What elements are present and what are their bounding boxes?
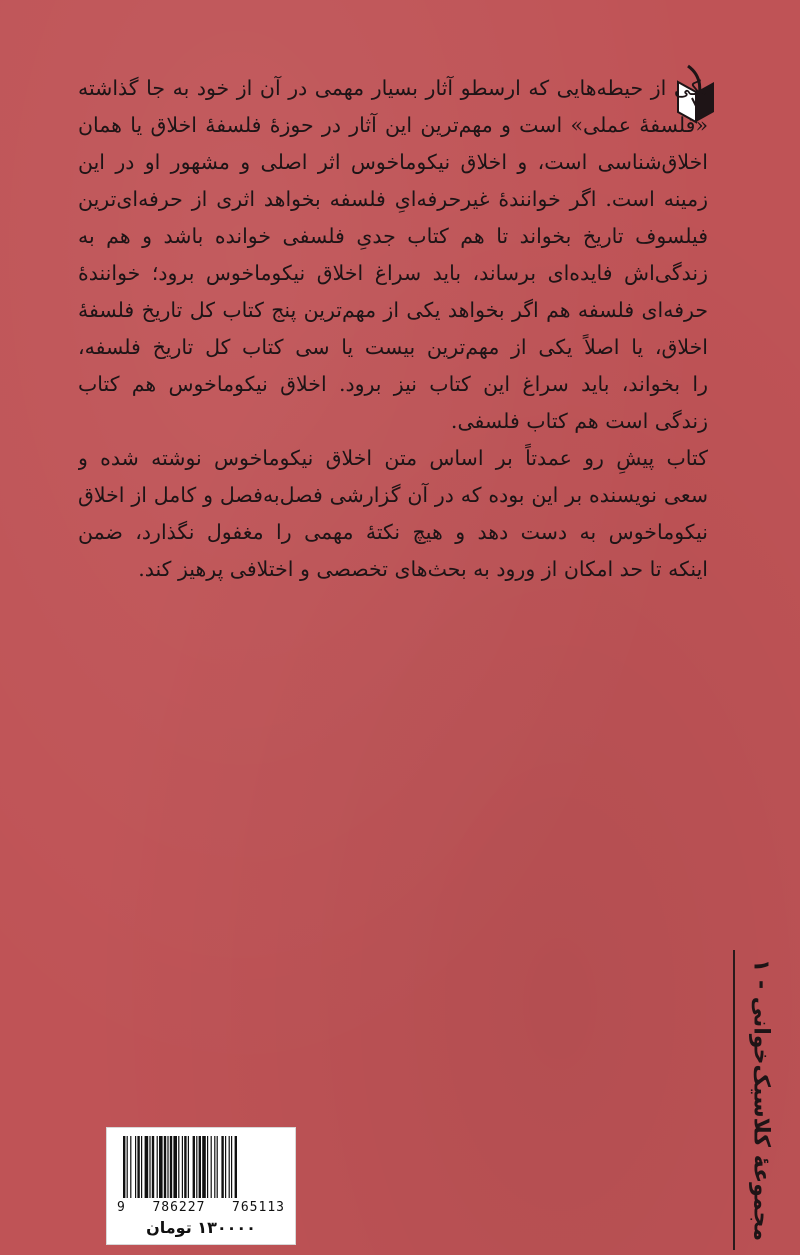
barcode-bar: [167, 1136, 168, 1198]
barcode-bar: [123, 1136, 125, 1198]
isbn-lead-digit: 9: [117, 1200, 126, 1215]
blurb-line: نیکوماخوس به دست دهد و هیچ نکتهٔ مهمی را مغفول نگذارد، ضمن: [78, 520, 708, 544]
blurb-line: اینکه تا حد امکان از ورود به بحث‌های تخصصی و اختلافی پرهیز کند.: [138, 557, 708, 581]
series-title: مجموعهٔ کلاسیک‌خوانی - ۱: [748, 958, 774, 1242]
barcode-bar: [170, 1136, 172, 1198]
isbn-number: [111, 1200, 291, 1215]
barcode-bar: [199, 1136, 201, 1198]
blurb-line: سعی نویسنده بر این بوده که در آن گزارشی فصل‌به‌فصل و کامل از اخلاق: [78, 483, 708, 507]
barcode-bar: [145, 1136, 149, 1198]
barcode-bar: [193, 1136, 195, 1198]
isbn-group-2: 765113: [232, 1200, 285, 1215]
barcode-bar: [135, 1136, 136, 1198]
blurb-line: یکی از حیطه‌هایی که ارسطو آثار بسیار مهمی در آن از خود به جا گذاشته: [78, 76, 708, 100]
barcode-bars-icon: [123, 1136, 279, 1198]
barcode-bar: [196, 1136, 197, 1198]
barcode-bar: [164, 1136, 166, 1198]
barcode-bar: [225, 1136, 226, 1198]
barcode-bar: [229, 1136, 230, 1198]
blurb-line: زندگی‌اش فایده‌ای برساند، باید سراغ اخلاق نیکوماخوس برود؛ خوانندهٔ: [78, 261, 708, 285]
barcode-bar: [235, 1136, 237, 1198]
blurb-line: فیلسوف تاریخ بخواند تا هم کتاب جدیِ فلسفی خوانده باشد و هم به: [78, 224, 708, 248]
barcode-bar: [173, 1136, 177, 1198]
blurb-line: حرفه‌ای فلسفه هم اگر بخواهد یکی از مهم‌ترین پنج کتاب کل تاریخ فلسفهٔ: [78, 298, 708, 322]
barcode-bar: [127, 1136, 128, 1198]
barcode-bar: [211, 1136, 212, 1198]
barcode-label: [106, 1127, 296, 1245]
barcode-bar: [182, 1136, 183, 1198]
blurb-line: اخلاق، یا اصلاً یکی از مهم‌ترین بیست یا سی کتاب کل تاریخ فلسفه،: [78, 335, 708, 359]
blurb-line: زندگی است هم کتاب فلسفی.: [450, 409, 708, 433]
price-label: ۱۳۰۰۰۰ تومان: [146, 1218, 256, 1237]
barcode-bar: [137, 1136, 139, 1198]
blurb-line: زمینه است. اگر خوانندهٔ غیرحرفه‌ایِ فلسفه بخواهد اثری از حرفه‌ای‌ترین: [78, 187, 708, 211]
barcode-bar: [214, 1136, 215, 1198]
blurb-line: اخلاق‌شناسی است، و اخلاق نیکوماخوس اثر اصلی و مشهور او در این: [78, 150, 708, 174]
barcode-bar: [141, 1136, 142, 1198]
back-cover-blurb: [78, 70, 708, 640]
barcode-bar: [188, 1136, 189, 1198]
barcode-bar: [207, 1136, 208, 1198]
series-label-box: [733, 950, 787, 1250]
barcode-bar: [152, 1136, 154, 1198]
barcode-bar: [159, 1136, 163, 1198]
blurb-line: را بخواند، باید سراغ این کتاب نیز برود. اخلاق نیکوماخوس هم کتاب: [78, 372, 708, 396]
isbn-group-1: 786227: [152, 1200, 206, 1215]
barcode-bar: [202, 1136, 206, 1198]
barcode-bar: [130, 1136, 131, 1198]
barcode-bar: [221, 1136, 223, 1198]
blurb-line: «فلسفهٔ عملی» است و مهم‌ترین این آثار در حوزهٔ فلسفهٔ اخلاق یا همان: [78, 113, 708, 137]
barcode-bar: [184, 1136, 186, 1198]
barcode-bar: [231, 1136, 232, 1198]
barcode-bar: [157, 1136, 158, 1198]
barcode-bar: [178, 1136, 179, 1198]
barcode-bar: [217, 1136, 218, 1198]
blurb-line: کتاب پیشِ رو عمدتاً بر اساس متن اخلاق نیکوماخوس نوشته شده و: [78, 446, 708, 470]
barcode-bar: [149, 1136, 150, 1198]
